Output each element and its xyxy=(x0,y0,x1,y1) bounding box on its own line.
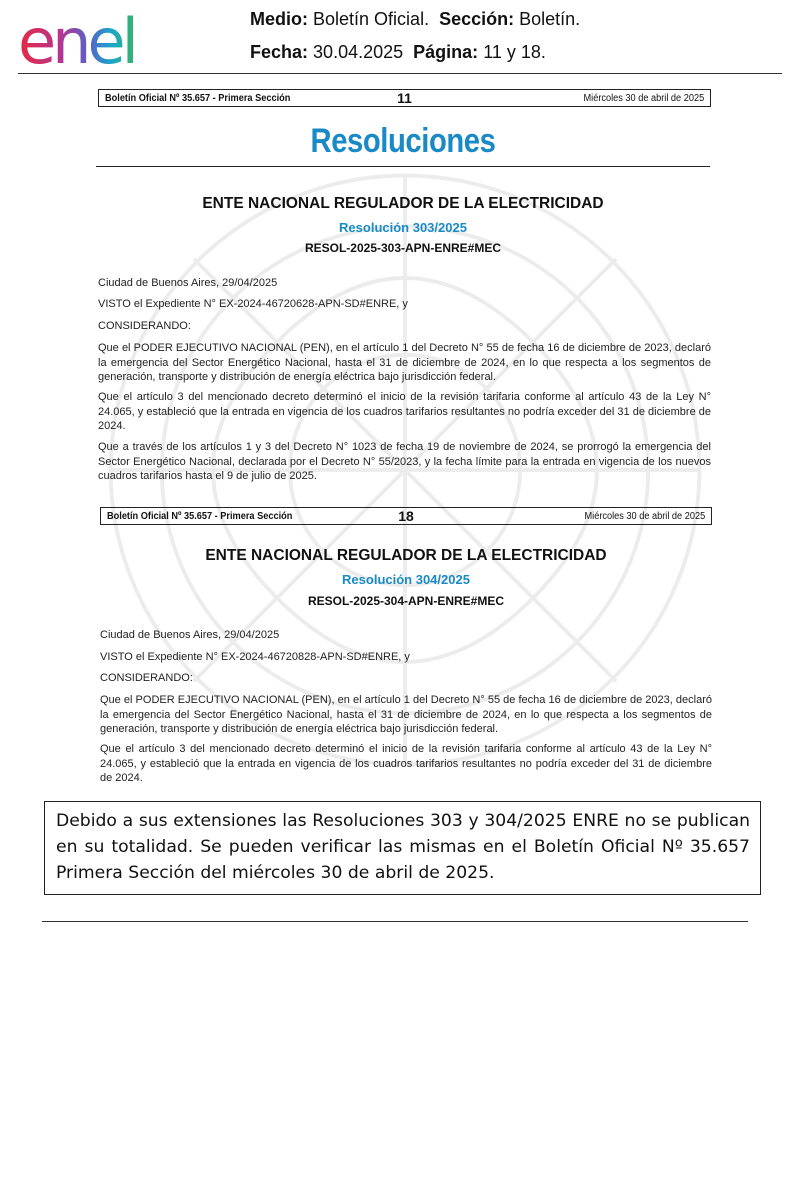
considerando-303: CONSIDERANDO: xyxy=(98,320,191,332)
resolution-code-303: RESOL-2025-303-APN-ENRE#MEC xyxy=(304,241,502,255)
fecha-line: Fecha: 30.04.2025 Página: 11 y 18. xyxy=(250,42,546,62)
bulletin-header-bar-18: Boletín Oficial Nº 35.657 - Primera Sección 18 Miércoles 30 de abril de 2025 xyxy=(100,507,712,525)
paragraph-304-2: Que el artículo 3 del mencionado decreto determinó el inicio de la revisión tarifaria conforme al artículo 43 de la Ley N° 24.065, y estableció que la entrada en vigencia de los cuadros tarifarios resultantes no podría exceder del 31 de diciembre de 2024. xyxy=(100,743,712,785)
city-date-303: Ciudad de Buenos Aires, 29/04/2025 xyxy=(98,277,278,289)
header-divider xyxy=(18,73,782,74)
bottom-divider xyxy=(42,921,748,922)
section-title: Resoluciones xyxy=(310,122,496,160)
bulletin-header-bar-11: Boletín Oficial Nº 35.657 - Primera Sección 11 Miércoles 30 de abril de 2025 xyxy=(98,89,711,107)
svg-text:enel: enel xyxy=(18,8,135,68)
visto-304: VISTO el Expediente N° EX-2024-46720828-APN-SD#ENRE, y xyxy=(100,651,410,663)
resolution-number-304: Resolución 304/2025 xyxy=(342,572,470,587)
publication-notice-box: Debido a sus extensiones las Resoluciones 303 y 304/2025 ENRE no se publican en su totalidad. Se pueden verificar las mismas en el Boletín Oficial Nº 35.657 Primera Sección del miércoles 30 de abril de 2025. xyxy=(44,801,761,895)
city-date-304: Ciudad de Buenos Aires, 29/04/2025 xyxy=(100,629,280,641)
considerando-304: CONSIDERANDO: xyxy=(100,672,193,684)
paragraph-303-3: Que a través de los artículos 1 y 3 del Decreto N° 1023 de fecha 19 de noviembre de 2024, se prorrogó la emergencia del Sector Energético Nacional, declarada por el Decreto N° 55/2023, y la fecha límite para la entrada en vigencia de los nuevos cuadros tarifarios hasta el 9 de julio de 2025. xyxy=(98,441,711,483)
resolution-number-303: Resolución 303/2025 xyxy=(339,220,467,235)
enel-logo xyxy=(18,8,170,68)
resolution-code-304: RESOL-2025-304-APN-ENRE#MEC xyxy=(307,594,505,608)
visto-303: VISTO el Expediente N° EX-2024-46720628-APN-SD#ENRE, y xyxy=(98,298,408,310)
paragraph-303-2: Que el artículo 3 del mencionado decreto determinó el inicio de la revisión tarifaria conforme al artículo 43 de la Ley N° 24.065, y estableció que la entrada en vigencia de los cuadros tarifarios resultantes no podría exceder del 31 de diciembre de 2024. xyxy=(98,391,711,433)
paragraph-303-1: Que el PODER EJECUTIVO NACIONAL (PEN), en el artículo 1 del Decreto N° 55 de fecha 16 de diciembre de 2023, declaró la emergencia del Sector Energético Nacional, hasta el 31 de diciembre de 2024, en lo que respecta a los segmentos de generación, transporte y distribución de energía eléctrica bajo jurisdicción federal. xyxy=(98,342,711,384)
entity-title-303: ENTE NACIONAL REGULADOR DE LA ELECTRICIDAD xyxy=(202,195,604,212)
paragraph-304-1: Que el PODER EJECUTIVO NACIONAL (PEN), en el artículo 1 del Decreto N° 55 de fecha 16 de diciembre de 2023, declaró la emergencia del Sector Energético Nacional, hasta el 31 de diciembre de 2024, en lo que respecta a los segmentos de generación, transporte y distribución de energía eléctrica bajo jurisdicción federal. xyxy=(100,694,712,736)
medio-line: Medio: Boletín Oficial. Sección: Boletín. xyxy=(250,9,581,29)
section-divider xyxy=(96,166,710,167)
entity-title-304: ENTE NACIONAL REGULADOR DE LA ELECTRICIDAD xyxy=(205,547,607,564)
